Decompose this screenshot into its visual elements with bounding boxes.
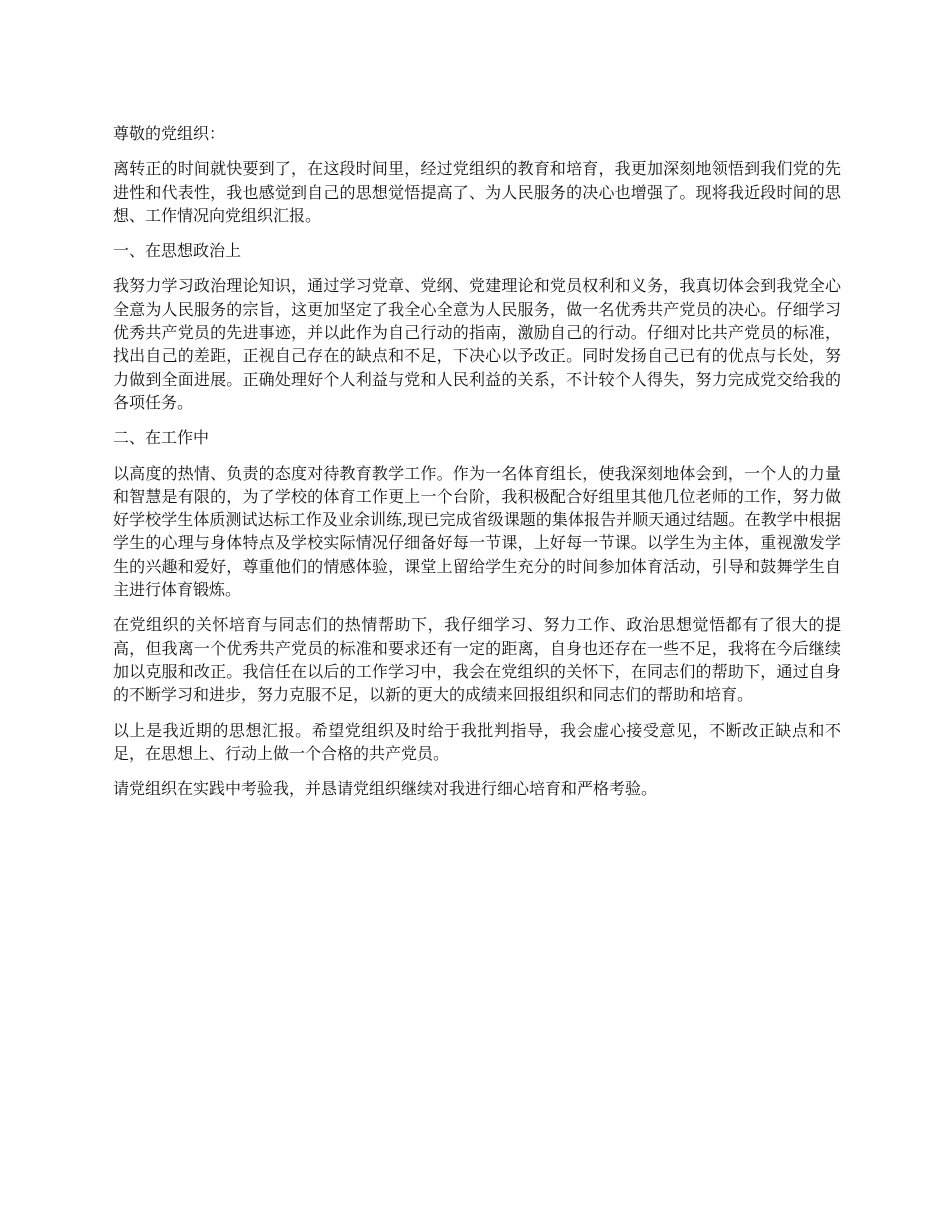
paragraph-political: 我努力学习政治理论知识，通过学习党章、党纲、党建理论和党员权利和义务，我真切体会到我党全心全意为人民服务的宗旨，这更加坚定了我全心全意为人民服务，做一名优秀共产党员的决心。仔细学习优秀共产党员的先进事迹，并以此作为自己行动的指南，激励自己的行动。仔细对比共产党员的标准，找出自己的差距，正视自己存在的缺点和不足，下决心以予改正。同时发扬自己已有的优点与长处，努力做到全面进展。正确处理好个人利益与党和人民利益的关系，不计较个人得失，努力完成党交给我的各项任务。 (113, 276, 841, 412)
section-heading-political: 一、在思想政治上 (113, 241, 242, 261)
document-body (113, 122, 841, 812)
section-heading-work: 二、在工作中 (113, 428, 210, 448)
paragraph-reflection: 在党组织的关怀培育与同志们的热情帮助下，我仔细学习、努力工作、政治思想觉悟都有了很大的提高，但我离一个优秀共产党员的标准和要求还有一定的距离，自身也还存在一些不足，我将在今后继续加以克服和改正。我信任在以后的工作学习中，我会在党组织的关怀下，在同志们的帮助下，通过自身的不断学习和进步，努力克服不足，以新的更大的成绩来回报组织和同志们的帮助和培育。 (113, 615, 841, 705)
paragraph-summary: 以上是我近期的思想汇报。希望党组织及时给于我批判指导，我会虚心接受意见，不断改正缺点和不足，在思想上、行动上做一个合格的共产党员。 (113, 720, 841, 763)
paragraph-closing: 请党组织在实践中考验我，并恳请党组织继续对我进行细心培育和严格考验。 (113, 779, 658, 799)
paragraph-work: 以高度的热情、负责的态度对待教育教学工作。作为一名体育组长，使我深刻地体会到，一个人的力量和智慧是有限的，为了学校的体育工作更上一个台阶，我积极配合好组里其他几位老师的工作，努力做好学校学生体质测试达标工作及业余训练,现已完成省级课题的集体报告并顺天通过结题。在教学中根据学生的心理与身体特点及学校实际情况仔细备好每一节课，上好每一节课。以学生为主体，重视激发学生的兴趣和爱好，尊重他们的情感体验，课堂上留给学生充分的时间参加体育活动，引导和鼓舞学生自主进行体育锻炼。 (113, 463, 841, 600)
paragraph-intro: 离转正的时间就快要到了，在这段时间里，经过党组织的教育和培育，我更加深刻地领悟到我们党的先进性和代表性，我也感觉到自己的思想觉悟提高了、为人民服务的决心也增强了。现将我近段时间的思想、工作情况向党组织汇报。 (113, 159, 841, 225)
salutation: 尊敬的党组织： (113, 124, 226, 143)
